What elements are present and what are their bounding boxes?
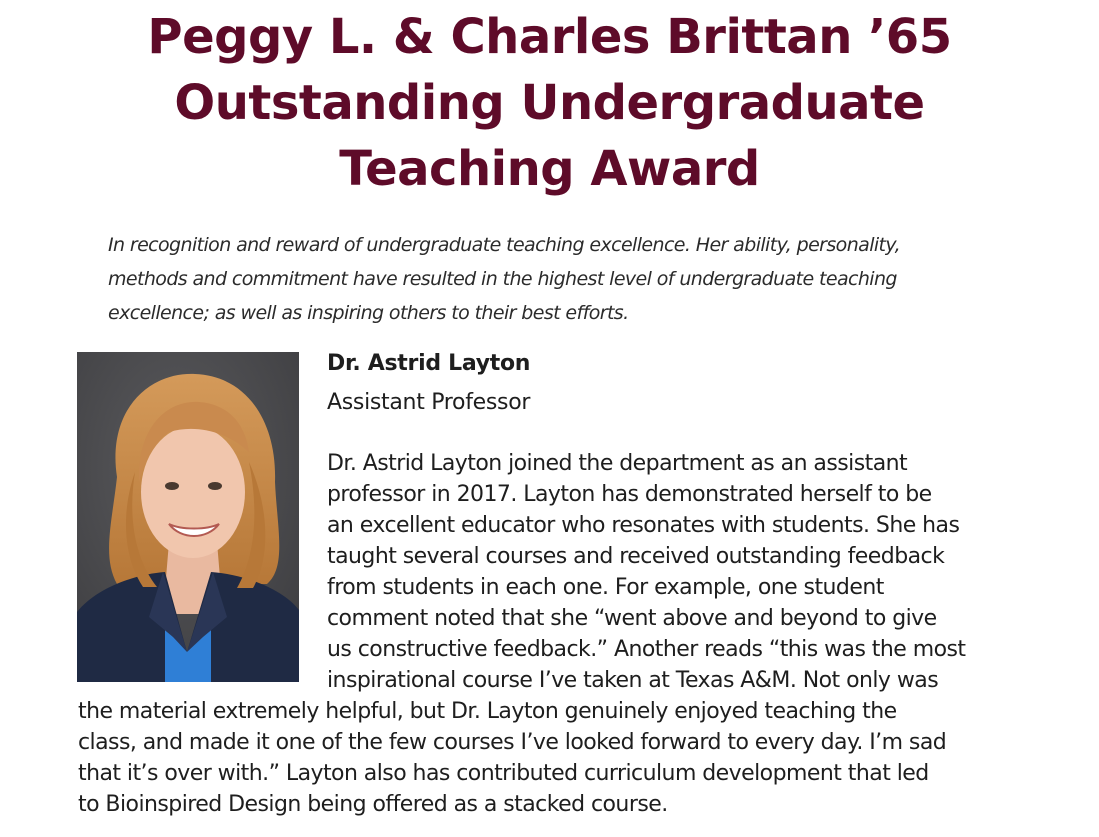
bio-line: that it’s over with.” Layton also has contributed curriculum development that led [78, 761, 929, 786]
bio-line: the material extremely helpful, but Dr. Layton genuinely enjoyed teaching the [78, 699, 897, 724]
bio-line: taught several courses and received outstanding feedback [327, 544, 945, 569]
award-title [0, 4, 1099, 202]
citation-line: In recognition and reward of undergraduate teaching excellence. Her ability, personality, [108, 234, 901, 256]
bio-line: an excellent educator who resonates with students. She has [327, 513, 960, 538]
bio-line: Dr. Astrid Layton joined the department as an assistant [327, 451, 908, 476]
bio-line: from students in each one. For example, one student [327, 575, 884, 600]
recipient-bio [0, 448, 1099, 820]
bio-line: comment noted that she “went above and beyond to give [327, 606, 937, 631]
bio-line: professor in 2017. Layton has demonstrated herself to be [327, 482, 932, 507]
citation-line: methods and commitment have resulted in the highest level of undergraduate teaching [108, 268, 897, 290]
bio-line: us constructive feedback.” Another reads “this was the most [327, 637, 966, 662]
bio-line: class, and made it one of the few courses I’ve looked forward to every day. I’m sad [78, 730, 947, 755]
award-citation [108, 228, 1068, 330]
award-title-line: Peggy L. & Charles Brittan ’65 [147, 9, 952, 65]
award-title-line: Teaching Award [339, 141, 760, 197]
bio-line: inspirational course I’ve taken at Texas A&M. Not only was [327, 668, 939, 693]
award-title-line: Outstanding Undergraduate [174, 75, 925, 131]
recipient-name: Dr. Astrid Layton [327, 351, 531, 376]
recipient-role: Assistant Professor [327, 390, 531, 415]
bio-line: to Bioinspired Design being offered as a stacked course. [78, 792, 668, 817]
citation-line: excellence; as well as inspiring others to their best efforts. [108, 302, 629, 324]
